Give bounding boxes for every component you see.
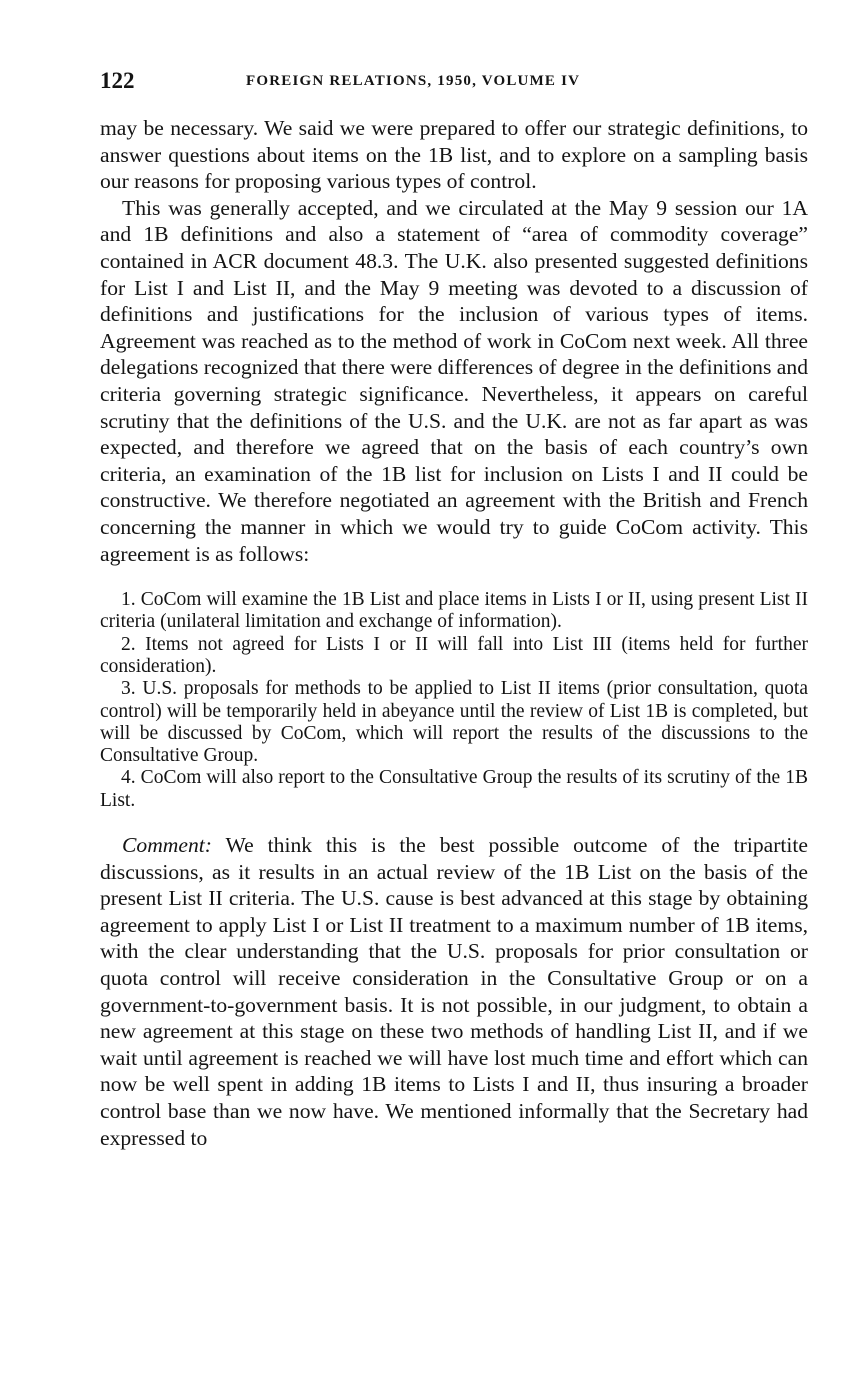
agreement-item-3: 3. U.S. proposals for methods to be applied to List II items (prior consultation, quota control) will be temporarily held in abeyance until the review of List 1B is completed, but will be discussed by CoCom, which will report the results of the discussions to the Consultative Group.	[100, 678, 808, 767]
agreement-item-2: 2. Items not agreed for Lists I or II will fall into List III (items held for further consideration).	[100, 633, 808, 677]
page-header	[100, 66, 808, 100]
agreement-item-4: 4. CoCom will also report to the Consultative Group the results of its scrutiny of the 1B List.	[100, 767, 808, 811]
comment-paragraph	[100, 832, 808, 1151]
page-number: 122	[100, 68, 135, 93]
paragraph-continuation: may be necessary. We said we were prepared to offer our strategic definitions, to answer questions about items on the 1B list, and to explore on a sampling basis our reasons for proposing various types of control.	[100, 116, 808, 194]
comment-text: We think this is the best possible outcome of the tripartite discussions, as it results in an actual review of the 1B List on the basis of the present List II criteria. The U.S. cause is best advanced at this stage by obtaining agreement to apply List I or List II treatment to a maximum number of 1B items, with the clear understanding that the U.S. proposals for prior consultation or quota control will receive consideration in the Consultative Group or on a government-to-government basis. It is not possible, in our judgment, to obtain a new agreement at this stage on these two methods of handling List II, and if we wait until agreement is reached we will have lost much time and effort which can now be well spent in adding 1B items to Lists I and II, thus insuring a broader control base than we now have. We mentioned informally that the Secretary had expressed to	[100, 833, 808, 1150]
document-page	[100, 66, 808, 1151]
comment-label: Comment:	[122, 833, 212, 858]
agreement-list	[100, 589, 808, 812]
agreement-item-1: 1. CoCom will examine the 1B List and place items in Lists I or II, using present List II criteria (unilateral limitation and exchange of information).	[100, 589, 808, 633]
paragraph-agreement-context: This was generally accepted, and we circulated at the May 9 session our 1A and 1B definitions and also a statement of “area of commodity coverage” contained in ACR document 48.3. The U.K. also presented suggested definitions for List I and List II, and the May 9 meeting was devoted to a discussion of definitions and justifications for the inclusion of various types of items. Agreement was reached as to the method of work in CoCom next week. All three delegations recognized that there were differences of degree in the definitions and criteria governing strategic significance. Nevertheless, it appears on careful scrutiny that the definitions of the U.S. and the U.K. are not as far apart as was expected, and therefore we agreed that on the basis of each country’s own criteria, an examination of the 1B list for inclusion on Lists I and II could be constructive. We therefore negotiated an agreement with the British and French concerning the manner in which we would try to guide CoCom activity. This agreement is as follows:	[100, 195, 808, 566]
running-head: FOREIGN RELATIONS, 1950, VOLUME IV	[246, 73, 581, 89]
